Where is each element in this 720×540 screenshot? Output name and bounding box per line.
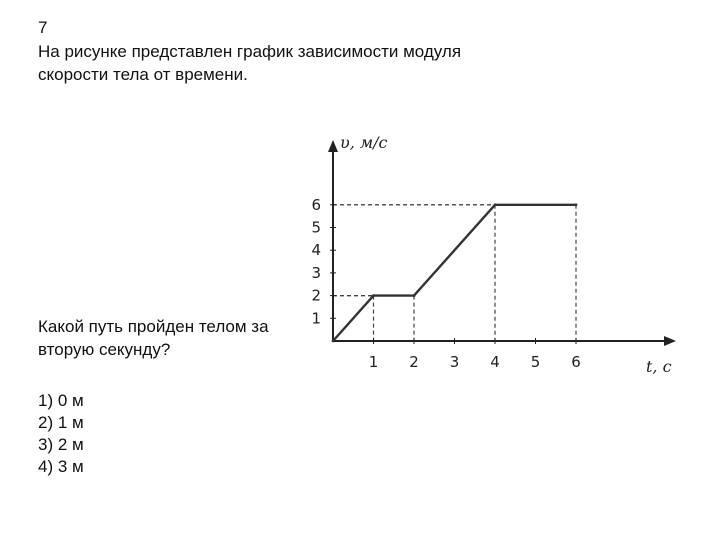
- x-tick-label: 3: [449, 353, 460, 371]
- series-line: [333, 205, 576, 341]
- answer-option: 4) 3 м: [38, 457, 84, 476]
- answer-option: 1) 0 м: [38, 391, 84, 410]
- data-point: [332, 340, 335, 343]
- data-point: [413, 294, 416, 297]
- x-tick-label: 6: [571, 353, 581, 371]
- y-tick-label: 3: [311, 263, 321, 282]
- data-point: [372, 294, 375, 297]
- intro-line: скорости тела от времени.: [38, 65, 248, 84]
- intro-line: На рисунке представлен график зависимости модуля: [38, 42, 462, 61]
- y-axis-label: υ, м/с: [340, 133, 388, 152]
- answer-option: 3) 2 м: [38, 435, 84, 454]
- y-tick-label: 4: [311, 241, 321, 260]
- data-point: [575, 203, 578, 206]
- question-line: Какой путь пройден телом за: [38, 317, 269, 336]
- task-number: 7: [38, 18, 48, 37]
- x-axis-arrow: [664, 336, 676, 346]
- x-tick-label: 2: [409, 353, 419, 371]
- x-tick-label: 1: [368, 353, 379, 371]
- y-tick-label: 5: [311, 218, 321, 237]
- x-tick-label: 5: [530, 353, 541, 371]
- data-point: [494, 203, 497, 206]
- y-tick-label: 1: [311, 309, 321, 328]
- x-tick-label: 4: [490, 353, 500, 371]
- x-axis-label: t, с: [646, 357, 672, 376]
- y-tick-label: 2: [311, 286, 321, 305]
- question-line: вторую секунду?: [38, 340, 171, 359]
- y-tick-label: 6: [311, 195, 321, 214]
- y-axis-arrow: [328, 140, 338, 152]
- answer-option: 2) 1 м: [38, 413, 84, 432]
